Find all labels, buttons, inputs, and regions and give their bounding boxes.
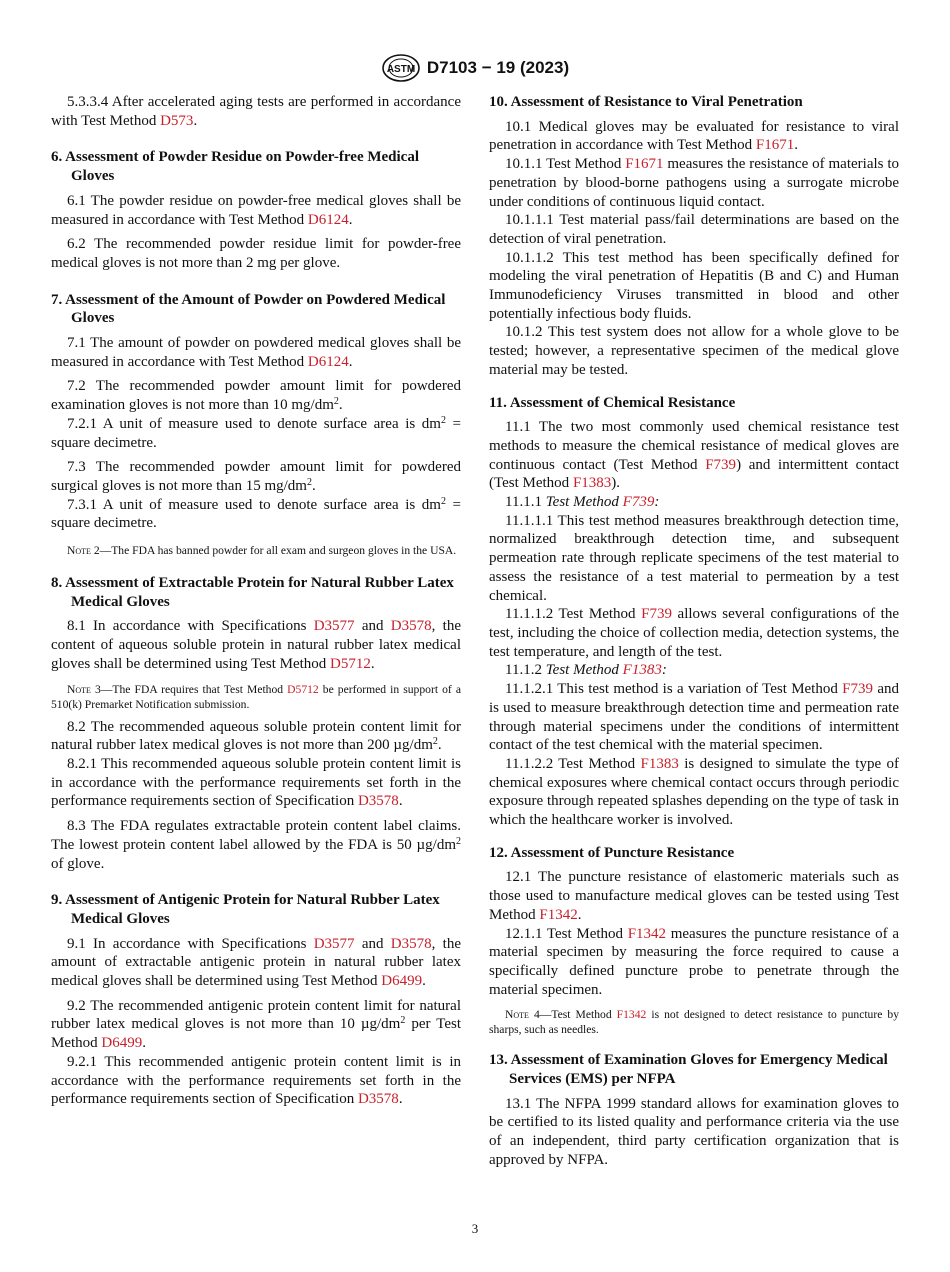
right-column xyxy=(489,93,899,1170)
ref-link[interactable]: D3577 xyxy=(313,618,355,635)
ref-link[interactable]: F1383 xyxy=(640,755,679,772)
ref-link[interactable]: D6124 xyxy=(307,211,349,228)
paragraph-11-1-2: 11.1.2 Test Method F1383: xyxy=(505,662,667,679)
paragraph-9-2-1: 9.2.1 This recommended antigenic protein content limit is in accordance with the performance requirements set forth in the performance requirements section of Specification D3578. xyxy=(51,1053,461,1108)
ref-link[interactable]: F739 xyxy=(641,606,672,623)
paragraph-10-1-1-1: 10.1.1.1 Test material pass/fail determinations are based on the detection of viral penetration. xyxy=(489,212,899,247)
paragraph-7-1: 7.1 The amount of powder on powdered medical gloves shall be measured in accordance with Test Method D6124. xyxy=(51,335,461,370)
ref-link[interactable]: F1383 xyxy=(622,662,662,679)
ref-link[interactable]: F739 xyxy=(622,494,655,511)
section-heading: 9. Assessment of Antigenic Protein for Natural Rubber Latex Medical Gloves xyxy=(51,892,440,927)
paragraph-11-1-1-1: 11.1.1.1 This test method measures breakthrough detection time, normalized breakthrough detection time, and subsequent permeation rate through replicate specimens of the test material to assess the resistance of a test material to permeation by a test chemical. xyxy=(489,512,899,604)
section-heading: 7. Assessment of the Amount of Powder on Powdered Medical Gloves xyxy=(51,291,446,327)
paragraph-8-2: 8.2 The recommended aqueous soluble protein content limit for natural rubber latex medical gloves is not more than 200 $\mu g/dm^2$. xyxy=(51,718,461,754)
ref-link[interactable]: D573 xyxy=(160,112,194,129)
paragraph-11-1-1: 11.1.1 Test Method F739: xyxy=(505,494,660,511)
paragraph-12-1: 12.1 The puncture resistance of elastomeric materials such as those used to manufacture medical gloves can be tested using Test Method F1342. xyxy=(489,869,899,923)
section-heading: 8. Assessment of Extractable Protein for Natural Rubber Latex Medical Gloves xyxy=(51,575,454,610)
paragraph-11-1-1-2: 11.1.1.2 Test Method F739 allows several configurations of the test, including the choice of collection media, detection systems, the test temperature, and length of the test. xyxy=(489,606,899,660)
ref-link[interactable]: D5712 xyxy=(330,655,371,672)
section-heading: 6. Assessment of Powder Residue on Powder-free Medical Gloves xyxy=(51,149,419,185)
paragraph-7-3-1: 7.3.1 A unit of measure used to denote surface area is $dm^2$ = square decimetre. xyxy=(51,495,461,532)
paragraph-13-1: 13.1 The NFPA 1999 standard allows for examination gloves to be certified to its listed quality and performance criteria via the use of an independent, third party certification organization that is approved by NFPA. xyxy=(489,1095,899,1168)
ref-link[interactable]: D3578 xyxy=(390,935,432,952)
ref-link[interactable]: F739 xyxy=(705,456,737,473)
ref-link[interactable]: D3578 xyxy=(357,793,399,810)
ref-link[interactable]: D6499 xyxy=(381,973,423,990)
ref-link[interactable]: F1671 xyxy=(755,137,795,154)
paragraph-8-1: 8.1 In accordance with Specifications D3577 and D3578, the content of aqueous soluble protein in natural rubber latex medical gloves shall be determined using Test Method D5712. xyxy=(51,618,461,672)
ref-link[interactable]: D6124 xyxy=(307,353,349,370)
astm-logo-icon xyxy=(381,53,421,83)
ref-link[interactable]: D3578 xyxy=(357,1091,399,1108)
section-heading: 12. Assessment of Puncture Resistance xyxy=(489,844,735,861)
left-column xyxy=(51,93,461,1109)
paragraph-5-3-3-4: 5.3.3.4 After accelerated aging tests are performed in accordance with Test Method D573. xyxy=(51,94,461,129)
note-2: Note 2—The FDA has banned powder for all exam and surgeon gloves in the USA. xyxy=(67,544,457,558)
paragraph-7-2-1: 7.2.1 A unit of measure used to denote surface area is $dm^2$ = square decimetre. xyxy=(51,414,461,451)
paragraph-10-1-2: 10.1.2 This test system does not allow for a whole glove to be tested; however, a representative specimen of the medical glove material may be tested. xyxy=(489,324,899,378)
section-heading: 10. Assessment of Resistance to Viral Penetration xyxy=(489,94,803,110)
ref-link[interactable]: D5712 xyxy=(287,682,319,696)
paragraph-8-2-1: 8.2.1 This recommended aqueous soluble protein content limit is in accordance with the performance requirements set forth in the performance requirements section of Specification D3578. xyxy=(51,755,461,810)
paragraph-6-2: 6.2 The recommended powder residue limit for powder-free medical gloves is not more than 2 mg per glove. xyxy=(51,236,461,271)
paragraph-10-1-1-2: 10.1.1.2 This test method has been specifically defined for modeling the viral penetration of Hepatitis (B and C) and Human Immunodeficiency Viruses transmitted in blood and other potentially infectious body fluids. xyxy=(489,249,899,322)
ref-link[interactable]: D3578 xyxy=(390,618,432,635)
ref-link[interactable]: F1671 xyxy=(625,156,664,173)
paragraph-12-1-1: 12.1.1 Test Method F1342 measures the puncture resistance of a material specimen by measuring the force required to cause a specifically defined puncture probe to penetrate through the material specimen. xyxy=(489,925,900,998)
paragraph-10-1-1: 10.1.1 Test Method F1671 measures the resistance of materials to penetration by blood-borne pathogens using a surrogate microbe under conditions of continuous liquid contact. xyxy=(489,156,899,210)
svg-text:ASTM: ASTM xyxy=(386,64,416,75)
paragraph-11-1-2-1: 11.1.2.1 This test method is a variation of Test Method F739 and is used to measure breakthrough detection time and permeation rate through material specimens under the conditions of intermittent contact of the test chemical with the material specimen. xyxy=(489,681,899,754)
paragraph-10-1: 10.1 Medical gloves may be evaluated for resistance to viral penetration in accordance with Test Method F1671. xyxy=(489,118,899,154)
ref-link[interactable]: D6499 xyxy=(101,1035,143,1052)
paragraph-8-3: 8.3 The FDA regulates extractable protein content label claims. The lowest protein content label allowed by the FDA is 50 $\mu g/dm^2$ of glove. xyxy=(51,818,461,872)
page-number: 3 xyxy=(471,1221,479,1236)
paragraph-7-3: 7.3 The recommended powder amount limit for powdered surgical gloves is not more than 15 $mg/dm^2$. xyxy=(51,459,461,494)
paragraph-7-2: 7.2 The recommended powder amount limit for powdered examination gloves is not more than 10 $mg/dm^2$. xyxy=(51,378,461,414)
paragraph-11-1-2-2: 11.1.2.2 Test Method F1383 is designed to simulate the type of chemical exposures where chemical contact occurs through periodic exposure through repeated splashes depending on the type of task in which the healthcare worker is involved. xyxy=(489,755,899,829)
ref-link[interactable]: F1342 xyxy=(616,1008,647,1022)
paragraph-9-2: 9.2 The recommended antigenic protein content limit for natural rubber latex medical gloves is not more than 10 $\mu g/dm^2$ per Test Method D6499. xyxy=(51,997,461,1052)
paragraph-11-1: 11.1 The two most commonly used chemical resistance test methods to measure the chemical resistance of medical gloves are continuous contact (Test Method F739) and intermittent contact (Test Method F1383). xyxy=(489,419,899,492)
ref-link[interactable]: F1383 xyxy=(572,475,612,492)
ref-link[interactable]: F1342 xyxy=(627,925,667,942)
paragraph-9-1: 9.1 In accordance with Specifications D3577 and D3578, the amount of extractable antigenic protein in natural rubber latex medical gloves shall be determined using Test Method D6499. xyxy=(51,935,461,990)
section-heading: 11. Assessment of Chemical Resistance xyxy=(489,394,736,411)
ref-link[interactable]: F1342 xyxy=(539,906,578,923)
note-4: Note 4—Test Method F1342 is not designed to detect resistance to puncture by sharps, such as needles. xyxy=(489,1008,899,1037)
page-header xyxy=(0,53,950,83)
paragraph-6-1: 6.1 The powder residue on powder-free medical gloves shall be measured in accordance with Test Method D6124. xyxy=(51,192,461,228)
section-heading: 13. Assessment of Examination Gloves for Emergency Medical Services (EMS) per NFPA xyxy=(489,1052,888,1088)
document-id: D7103 − 19 (2023) xyxy=(426,58,570,77)
ref-link[interactable]: D3577 xyxy=(313,935,355,952)
ref-link[interactable]: F739 xyxy=(842,681,874,698)
note-3: Note 3—The FDA requires that Test Method D5712 be performed in support of a 510(k) Premarket Notification submission. xyxy=(51,682,461,711)
